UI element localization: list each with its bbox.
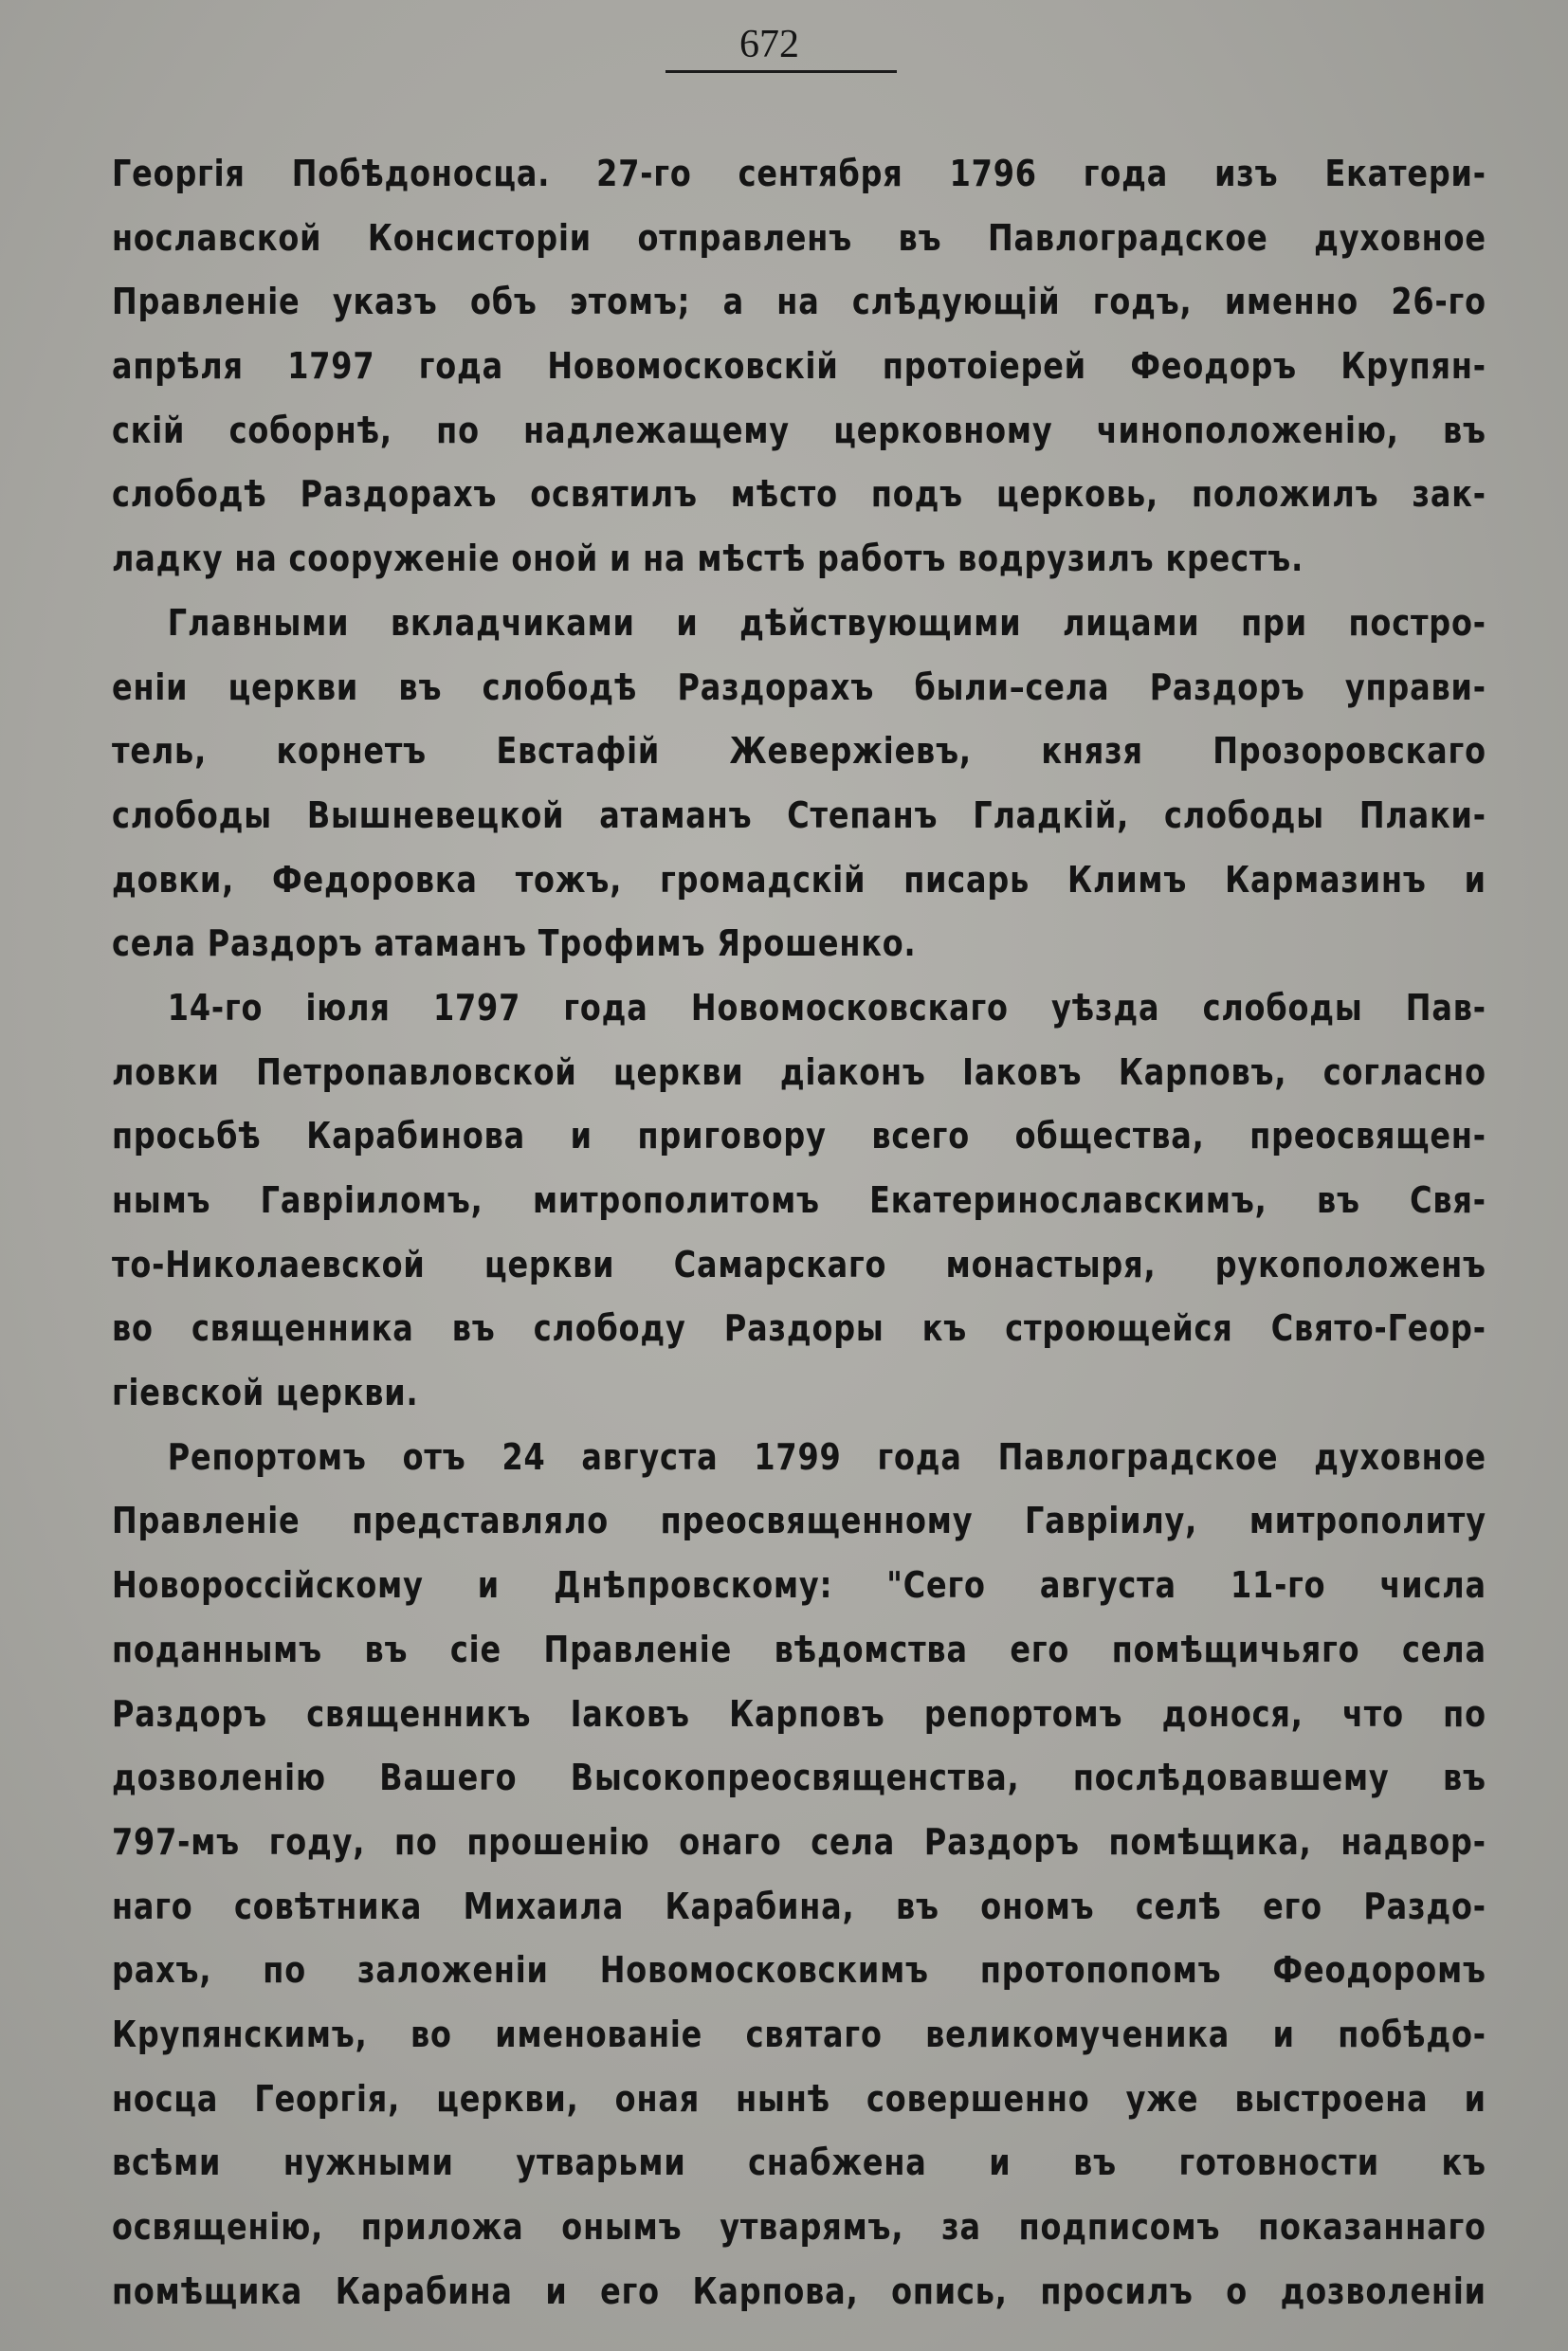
- text-line: Раздоръ священникъ Іаковъ Карповъ репортомъ донося, что по: [112, 1692, 1486, 1735]
- text-line: Георгія Побѣдоносца. 27-го сентября 1796 года изъ Екатери-: [112, 153, 1486, 194]
- text-line: помѣщика Карабина и его Карпова, опись, просилъ о дозволеніи: [112, 2269, 1486, 2312]
- text-line: 797-мъ году, по прошенію онаго села Раздоръ помѣщика, надвор-: [112, 1820, 1486, 1863]
- text-line: поданнымъ въ сіе Правленіе вѣдомства его помѣщичьяго села: [112, 1628, 1486, 1670]
- text-line: Репортомъ отъ 24 августа 1799 года Павлоградское духовное: [167, 1435, 1486, 1478]
- text-line: Крупянскимъ, во именованіе святаго великомученика и побѣдо-: [112, 2013, 1486, 2055]
- text-line: то-Николаевской церкви Самарскаго монастыря, рукоположенъ: [112, 1243, 1486, 1285]
- text-line: нославской Консисторіи отправленъ въ Павлоградское духовное: [112, 216, 1486, 259]
- text-line: тель, корнетъ Евстафій Жевержіевъ, князя Прозоровскаго: [112, 730, 1486, 773]
- text-line: Новороссійскому и Днѣпровскому: "Сего августа 11-го числа: [112, 1564, 1486, 1607]
- text-line: ладку на сооруженіе оной и на мѣстѣ работъ водрузилъ крестъ.: [112, 538, 1304, 580]
- text-line: рахъ, по заложеніи Новомосковскимъ протопопомъ Феодоромъ: [112, 1949, 1486, 1992]
- text-line: села Раздоръ атаманъ Трофимъ Ярошенко.: [112, 922, 917, 965]
- text-line: всѣми нужными утварьми снабжена и въ готовности къ: [112, 2141, 1486, 2184]
- text-line: ловки Петропавловской церкви діаконъ Іаковъ Карповъ, согласно: [112, 1050, 1486, 1093]
- text-line: просьбѣ Карабинова и приговору всего общества, преосвящен-: [112, 1115, 1486, 1157]
- text-line: Правленіе представляло преосвященному Гавріилу, митрополиту: [112, 1500, 1486, 1542]
- text-line: во священника въ слободу Раздоры къ строющейся Свято-Геор-: [112, 1307, 1486, 1350]
- text-line: 14-го іюля 1797 года Новомосковскаго уѣзда слободы Пав-: [167, 986, 1486, 1029]
- text-line: слободы Вышневецкой атаманъ Степанъ Гладкій, слободы Плаки-: [112, 793, 1486, 836]
- text-line: апрѣля 1797 года Новомосковскій протоіерей Феодоръ Крупян-: [112, 345, 1486, 388]
- text-line: дозволенію Вашего Высокопреосвященства, послѣдовавшему въ: [112, 1757, 1486, 1799]
- page-text: [112, 142, 1486, 2324]
- page-number: 672: [739, 23, 799, 66]
- text-line: Главными вкладчиками и дѣйствующими лицами при постро-: [167, 601, 1486, 644]
- text-line: слободѣ Раздорахъ освятилъ мѣсто подъ церковь, положилъ зак-: [112, 473, 1486, 516]
- text-line: нымъ Гавріиломъ, митрополитомъ Екатеринославскимъ, въ Свя-: [112, 1179, 1486, 1221]
- text-line: гіевской церкви.: [112, 1372, 419, 1414]
- text-line: наго совѣтника Михаила Карабина, въ ономъ селѣ его Раздо-: [112, 1885, 1486, 1927]
- text-line: носца Георгія, церкви, оная нынѣ совершенно уже выстроена и: [112, 2077, 1486, 2120]
- text-line: освященію, приложа онымъ утварямъ, за подписомъ показаннаго: [112, 2206, 1486, 2248]
- text-line: скій соборнѣ, по надлежащему церковному чиноположенію, въ: [112, 409, 1486, 451]
- text-line: довки, Федоровка тожъ, громадскій писарь Климъ Кармазинъ и: [112, 858, 1486, 901]
- text-line: еніи церкви въ слободѣ Раздорахъ были–села Раздоръ управи-: [112, 665, 1486, 708]
- text-line: Правленіе указъ объ этомъ; а на слѣдующій годъ, именно 26-го: [112, 281, 1486, 323]
- header-rule: [665, 70, 897, 73]
